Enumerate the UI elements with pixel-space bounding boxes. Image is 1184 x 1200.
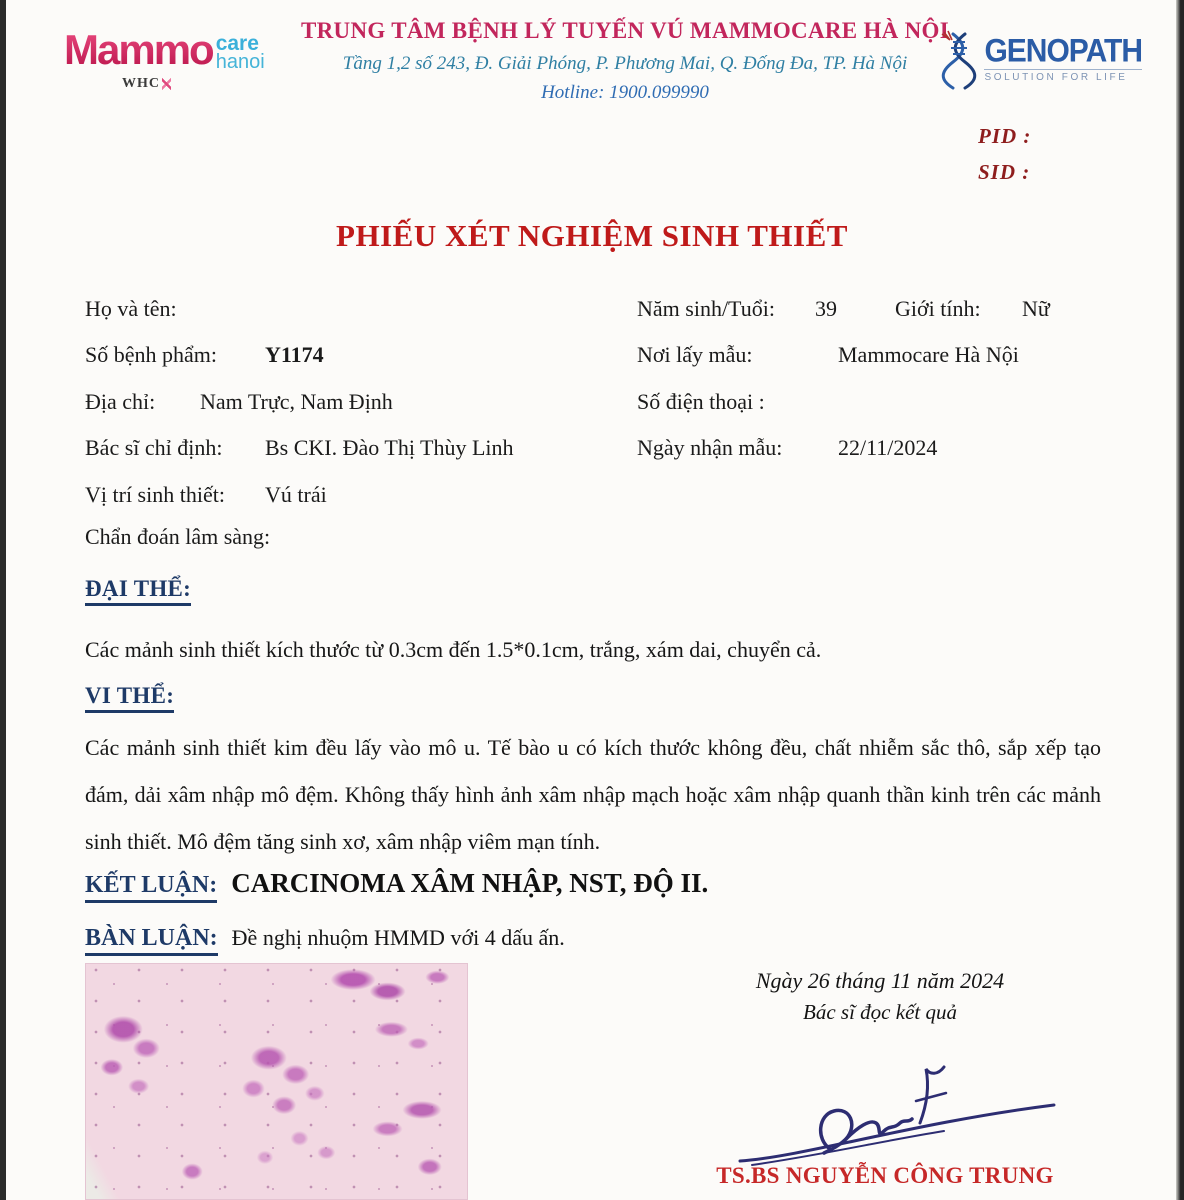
pink-ribbon-icon [162, 78, 171, 90]
document-title: PHIẾU XÉT NGHIỆM SINH THIẾT [336, 218, 848, 253]
scan-edge-right [1176, 0, 1184, 1200]
doctor-signature [732, 1055, 1062, 1170]
pid-sid-block [978, 118, 1031, 190]
conclusion-heading: KẾT LUẬN: [85, 872, 217, 903]
histology-micrograph [85, 963, 468, 1200]
conclusion-text: CARCINOMA XÂM NHẬP, NST, ĐỘ II. [231, 868, 709, 898]
info-row-3 [85, 389, 1101, 415]
address-value: Nam Trực, Nam Định [200, 389, 393, 414]
sign-off-block [700, 968, 1060, 1025]
mammocare-logo [64, 26, 265, 92]
gross-section-heading: ĐẠI THỂ: [85, 576, 191, 606]
signer-role: Bác sĩ đọc kết quả [803, 1000, 957, 1024]
info-row-5 [85, 482, 1101, 508]
biopsy-site-value: Vú trái [265, 482, 327, 507]
ordering-doctor-value: Bs CKI. Đào Thị Thùy Linh [265, 435, 514, 460]
specimen-number-value: Y1174 [265, 342, 324, 367]
sample-site-value: Mammocare Hà Nội [838, 342, 1019, 367]
genopath-wordmark: GENOPATH [984, 33, 1142, 69]
discussion-row [85, 925, 1135, 956]
received-date-value: 22/11/2024 [838, 435, 938, 460]
biopsy-site-label: Vị trí sinh thiết: [85, 482, 225, 507]
mammocare-hanoi-text: hanoi [215, 51, 265, 73]
name-label: Họ và tên: [85, 296, 177, 321]
clinic-header [235, 18, 1015, 104]
pid-label: PID : [978, 124, 1032, 148]
gross-section-text: Các mảnh sinh thiết kích thước từ 0.3cm đến 1.5*0.1cm, trắng, xám dai, chuyển cả. [85, 637, 822, 662]
address-label: Địa chỉ: [85, 389, 156, 414]
dna-helix-icon [938, 30, 980, 90]
sample-site-label: Nơi lấy mẫu: [637, 342, 753, 367]
clinic-hotline: Hotline: 1900.099990 [541, 82, 709, 103]
info-row-2 [85, 342, 1101, 368]
phone-label: Số điện thoại : [637, 389, 765, 414]
report-date: Ngày 26 tháng 11 năm 2024 [755, 968, 1005, 993]
clinical-diagnosis-label: Chẩn đoán lâm sàng: [85, 524, 271, 549]
mammocare-wordmark: Mammo [64, 26, 213, 73]
micro-section-heading: VI THỂ: [85, 683, 174, 713]
received-date-label: Ngày nhận mẫu: [637, 435, 783, 460]
conclusion-row [85, 868, 1135, 903]
mammocare-care-text: care [215, 32, 259, 55]
micro-section-text: Các mảnh sinh thiết kim đều lấy vào mô u. Tế bào u có kích thước không đều, chất nhiễm sắc thô, sắp xếp tạo đám, dải xâm nhập mô đệm. Không thấy hình ảnh xâm nhập mạch hoặc xâm nhập quanh thần kinh trên các mảnh sinh thiết. Mô đệm tăng sinh xơ, xâm nhập viêm mạn tính. [85, 735, 1101, 854]
birthyear-label: Năm sinh/Tuổi: [637, 296, 775, 321]
discussion-heading: BÀN LUẬN: [85, 925, 218, 956]
doctor-name: TS.BS NGUYỄN CÔNG TRUNG [716, 1163, 1054, 1188]
sid-label: SID : [978, 160, 1031, 184]
genopath-tagline: SOLUTION FOR LIFE [984, 69, 1142, 83]
gender-value: Nữ [1022, 296, 1050, 321]
gender-label: Giới tính: [895, 296, 981, 321]
info-row-1 [85, 296, 1101, 322]
birthyear-value: 39 [815, 296, 837, 321]
specimen-number-label: Số bệnh phẩm: [85, 342, 217, 367]
whc-text: WHC [122, 76, 160, 91]
discussion-text: Đề nghị nhuộm HMMD với 4 dấu ấn. [231, 925, 565, 950]
genopath-logo [938, 30, 1142, 90]
clinic-name: TRUNG TÂM BỆNH LÝ TUYẾN VÚ MAMMOCARE HÀ NỘI [301, 18, 949, 43]
ordering-doctor-label: Bác sĩ chỉ định: [85, 435, 223, 460]
clinic-address: Tầng 1,2 số 243, Đ. Giải Phóng, P. Phương Mai, Q. Đống Đa, TP. Hà Nội [342, 53, 908, 74]
info-row-6 [85, 524, 1101, 550]
scan-edge-left [0, 0, 6, 1200]
info-row-4 [85, 435, 1101, 461]
